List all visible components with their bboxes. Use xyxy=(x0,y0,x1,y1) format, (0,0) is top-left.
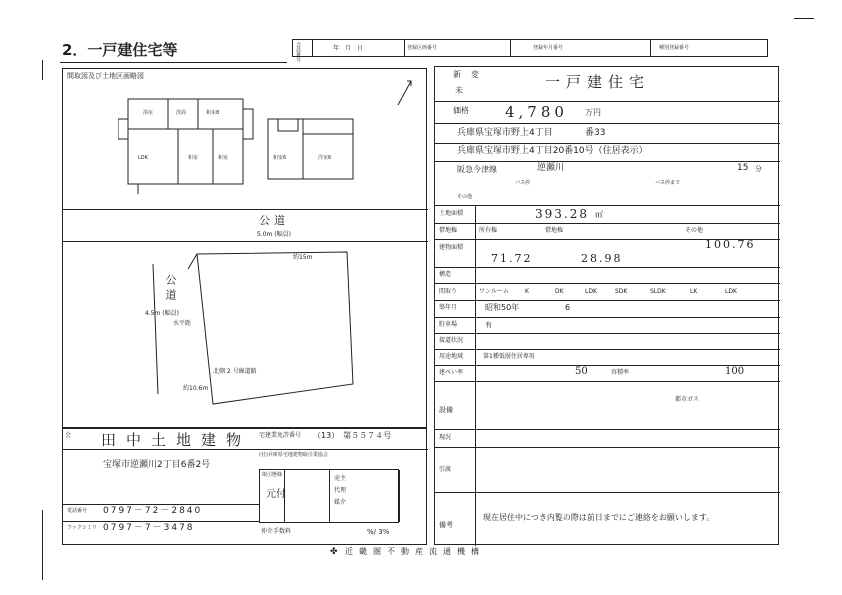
address-2: 兵庫県宝塚市野上4丁目20番10号（住居表示） xyxy=(457,146,648,156)
agent-hline-1 xyxy=(63,449,428,450)
price-label: 価格 xyxy=(453,106,469,115)
layout-opt-2: DK xyxy=(555,288,564,295)
agent-fax-label: ファクシミリ xyxy=(67,525,97,531)
land-area-unit: ㎡ xyxy=(595,210,603,219)
coverage-hline xyxy=(435,381,780,382)
transit-station: 逆瀬川 xyxy=(537,163,565,173)
agent-panel xyxy=(62,428,427,545)
agent-fax: 0797－7－3478 xyxy=(103,523,195,533)
status-hline xyxy=(435,101,780,102)
delivery-hline xyxy=(435,492,780,493)
zoning-label: 用途地域 xyxy=(439,353,464,360)
remarks-text: 現在居住中につき内覧の際は前日までにご連絡をお願いします。 xyxy=(483,513,715,522)
svg-text:洗面: 洗面 xyxy=(176,110,187,116)
road-top-label: 公道 xyxy=(259,214,289,227)
built-hline xyxy=(435,317,780,318)
transit-hline xyxy=(435,205,780,206)
floor-plan-2f xyxy=(263,114,358,189)
road-hline xyxy=(435,349,780,350)
delivery-label: 引渡 xyxy=(439,466,452,473)
layout-opt-3: LDK xyxy=(585,288,597,295)
road-top-line xyxy=(63,209,428,210)
layout-opt-1: K xyxy=(525,288,529,295)
svg-text:和室: 和室 xyxy=(218,155,229,161)
layout-opt-7: LDK xyxy=(725,288,737,295)
agent-label: 会 xyxy=(65,432,72,439)
agent-fee-unit: %/ 3% xyxy=(367,528,390,536)
road-left-sub: 水平距 xyxy=(173,320,192,327)
road-label: 接道状況 xyxy=(439,337,464,344)
listing-panel xyxy=(434,66,779,545)
layout-label: 間取り xyxy=(439,288,458,295)
land-hline xyxy=(435,223,780,224)
header-box-reg-month: 登録年月番号 xyxy=(533,45,564,51)
land-area-label: 土地面積 xyxy=(439,210,464,217)
road-top-line-2 xyxy=(63,241,428,242)
coverage-label: 建ぺい率 xyxy=(439,369,464,376)
land-right-1: 所有権 xyxy=(479,227,498,234)
agent-assoc: (社)兵庫県宅地建物取引業協会 xyxy=(259,452,328,458)
layout-opt-4: SDK xyxy=(615,288,628,295)
structure-label: 構造 xyxy=(439,271,452,278)
road-left-width: 4.5m (幅員) xyxy=(145,310,179,317)
utilities-hline xyxy=(435,429,780,430)
gas-label: 都市ガス xyxy=(675,396,700,403)
agent-mode-label: 取引態様 xyxy=(262,472,283,478)
lot-dim-south: 北側 2 号線道路 xyxy=(213,368,257,375)
corner-dash xyxy=(794,18,814,19)
header-box-date: 年 月 日 xyxy=(333,45,364,52)
agent-tel-label: 電話番号 xyxy=(67,508,88,514)
building-total: 100.76 xyxy=(705,238,756,251)
agent-mode-broker: 媒介 xyxy=(334,499,347,506)
layout-hline xyxy=(435,300,780,301)
agent-name: 田中土地建物 xyxy=(101,431,252,449)
agent-hline-3 xyxy=(63,521,259,522)
svg-text:和室8: 和室8 xyxy=(206,110,220,116)
zoning-value: 第1種低層住居専用 xyxy=(483,353,535,360)
agent-fee-label: 仲介手数料 xyxy=(261,528,292,535)
agent-mode-seller: 売主 xyxy=(334,475,347,482)
built-label: 築年月 xyxy=(439,304,458,311)
floor-plan-1f xyxy=(118,89,258,199)
parking-label: 駐車場 xyxy=(439,321,458,328)
north-arrow-icon xyxy=(393,77,418,107)
current-hline xyxy=(435,447,780,448)
address-hline xyxy=(435,143,780,144)
property-type: 一戸建住宅 xyxy=(545,73,651,91)
header-box-reg: 登録区画番号 xyxy=(407,45,438,51)
far-label: 容積率 xyxy=(611,369,630,376)
header-box-kind: 種別登録番号 xyxy=(659,45,690,51)
agent-hline-2 xyxy=(63,504,259,505)
road-top-width: 5.0m (幅員) xyxy=(257,231,291,238)
listing-label-col xyxy=(475,205,476,546)
building-floor1: 71.72 xyxy=(491,252,533,265)
transit-walk-unit: 分 xyxy=(755,165,762,173)
transit-walk: 15 xyxy=(737,163,749,173)
agent-mode-grid xyxy=(259,469,399,523)
title-underline xyxy=(60,62,287,63)
other-label: その他 xyxy=(457,194,473,200)
address-hline-2 xyxy=(435,161,780,162)
layout-opt-0: ワンルーム xyxy=(479,288,509,295)
svg-text:LDK: LDK xyxy=(138,155,148,161)
svg-text:洋室6: 洋室6 xyxy=(318,155,332,161)
bus-stop-label: バス停 xyxy=(515,180,531,186)
current-label: 現況 xyxy=(439,434,452,441)
agent-id-label: 宅建業免許番号 xyxy=(259,432,302,439)
left-margin-line-bottom xyxy=(42,510,43,580)
road-left-label: 公道 xyxy=(164,274,177,304)
price-value: 4,780 xyxy=(505,103,568,121)
agent-id-value: （13） 第５５７４号 xyxy=(313,431,392,440)
agent-mode-moto: 元付 xyxy=(266,489,286,500)
building-area-label: 建物面積 xyxy=(439,244,464,251)
agent-tel: 0797－72－2840 xyxy=(103,506,203,516)
plan-caption: 間取図及び土地区画略図 xyxy=(67,72,144,80)
footer-icon: ✤ xyxy=(330,547,338,557)
lot-outline xyxy=(133,244,423,419)
lot-dim-bottom: 約10.6m xyxy=(183,385,209,392)
transit-line: 阪急今津線 xyxy=(457,165,497,174)
section-title: 2．一戸建住宅等 xyxy=(62,41,178,59)
layout-opt-6: LK xyxy=(690,288,698,295)
parking-value: 有 xyxy=(485,321,492,329)
land-right-3: その他 xyxy=(685,227,704,234)
svg-text:和室6: 和室6 xyxy=(273,155,287,161)
far-value: 100 xyxy=(725,366,745,377)
address-1: 兵庫県宝塚市野上4丁目 xyxy=(457,128,553,138)
coverage-value: 50 xyxy=(575,366,588,377)
svg-text:浴室: 浴室 xyxy=(143,110,154,116)
built-month: 6 xyxy=(565,303,571,312)
remarks-label: 備考 xyxy=(439,521,453,529)
utilities-label: 設備 xyxy=(439,406,453,414)
price-unit: 万円 xyxy=(585,108,601,117)
land-right-2: 借地権 xyxy=(545,227,564,234)
floor-plan-panel xyxy=(62,68,427,428)
agent-address: 宝塚市逆瀬川2丁目6番2号 xyxy=(103,460,211,470)
agent-mode-agent: 代理 xyxy=(334,487,347,494)
structure-hline xyxy=(435,283,780,284)
price-hline xyxy=(435,123,780,124)
land-area-value: 393.28 xyxy=(535,207,589,221)
status-new: 新 xyxy=(453,70,461,79)
bus-label: バス停まで xyxy=(655,180,681,186)
left-margin-line-top xyxy=(42,60,43,80)
header-box-member: 会員番号 xyxy=(295,42,301,62)
parking-hline xyxy=(435,333,780,334)
layout-opt-5: SLDK xyxy=(650,288,666,295)
building-hline xyxy=(435,267,780,268)
status-value: 未 xyxy=(455,86,463,95)
header-boxes xyxy=(292,39,768,62)
built-value: 昭和50年 xyxy=(485,303,520,312)
svg-text:和室: 和室 xyxy=(188,155,199,161)
land-rights-label: 借地権 xyxy=(439,227,458,234)
lot-dim-top: 約15m xyxy=(293,254,313,261)
status-change: 変 xyxy=(471,70,479,79)
building-floor2: 28.98 xyxy=(581,252,623,265)
address-1b: 番33 xyxy=(585,128,606,138)
footer-org: 近畿圏不動産流通機構 xyxy=(345,547,485,556)
